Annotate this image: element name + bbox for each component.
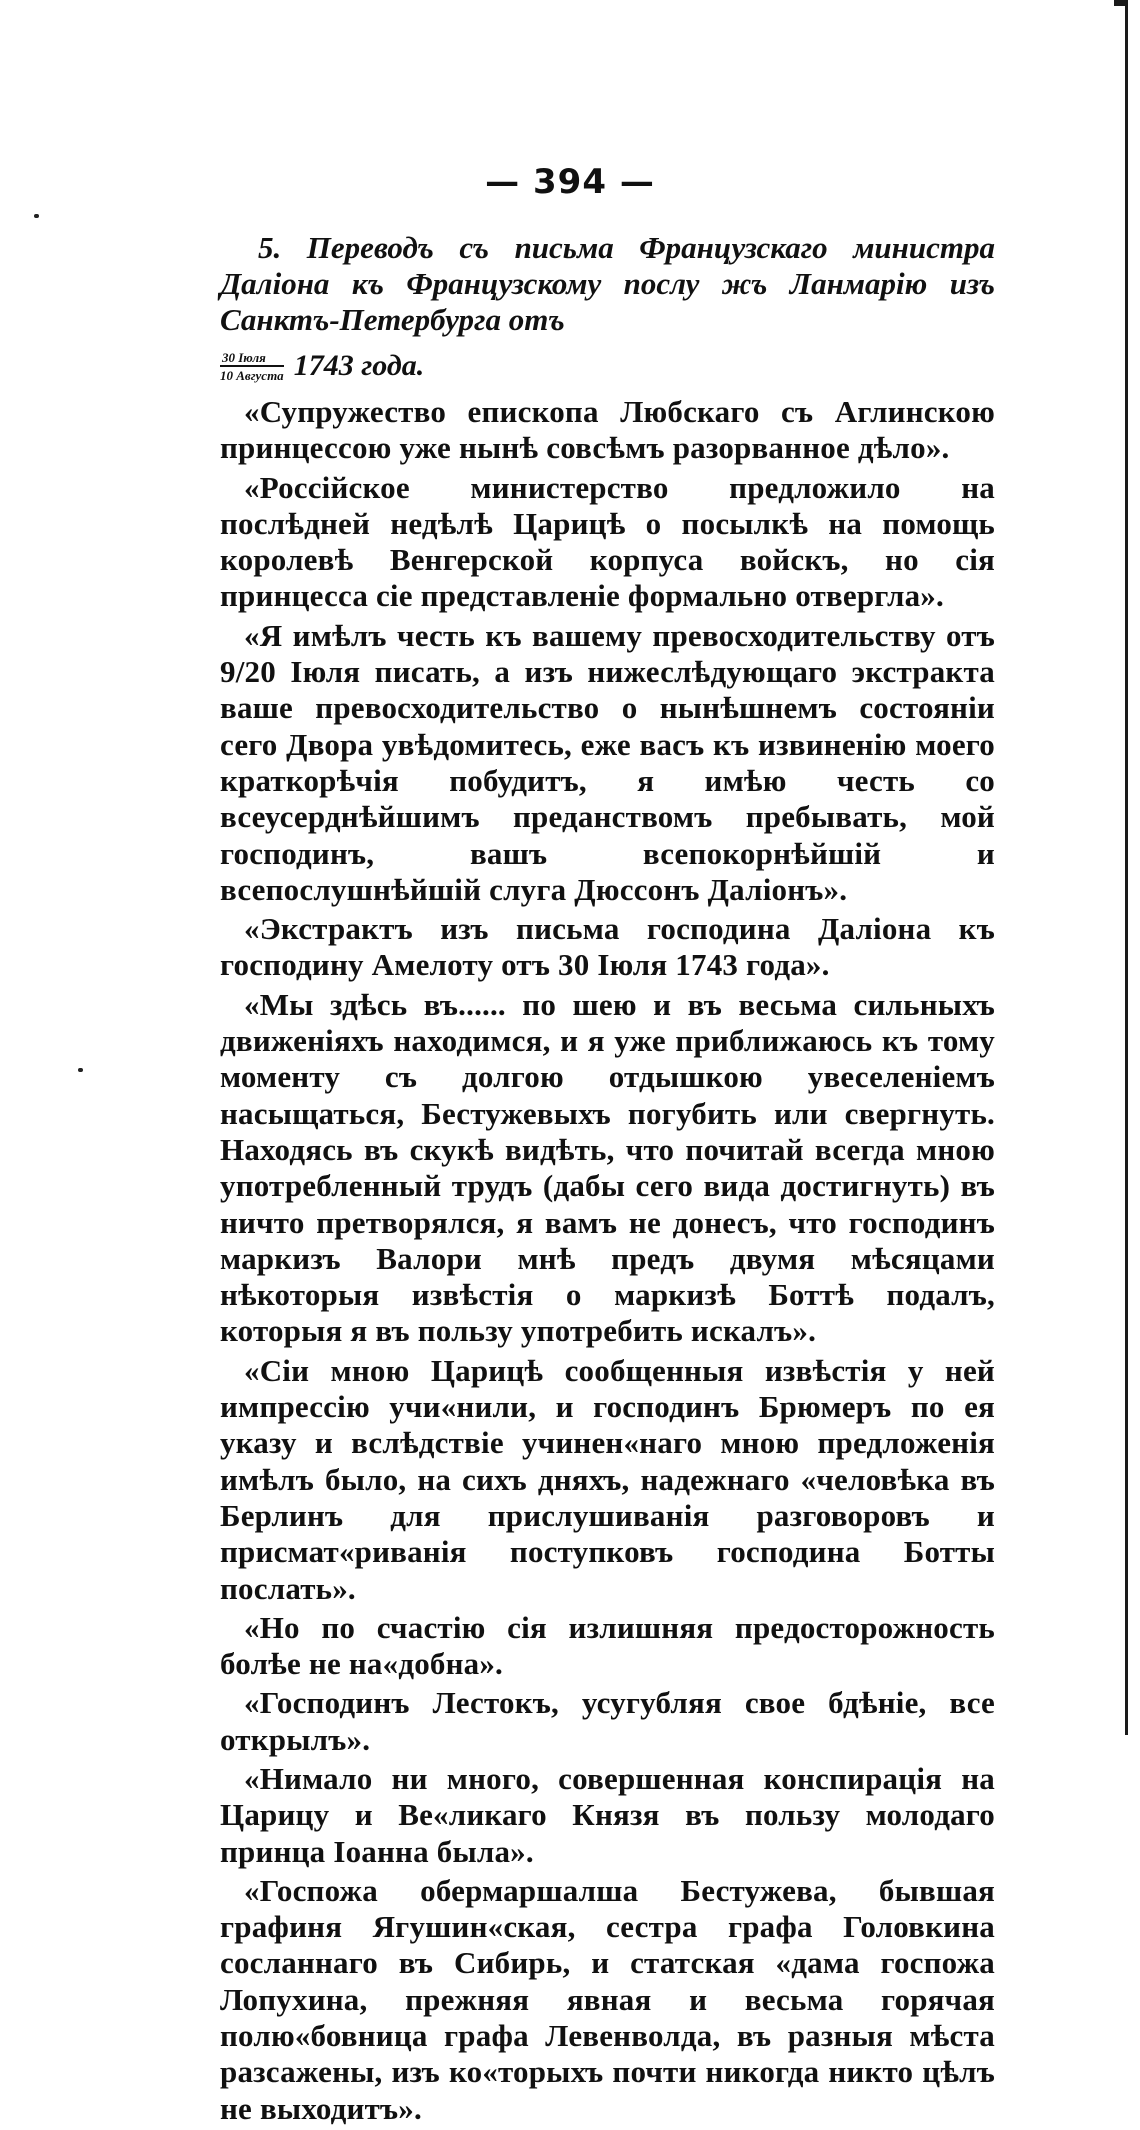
date-denominator: 10 Августа [220,365,284,383]
paragraph: «Экстрактъ изъ письма господина Даліона къ господину Амелоту отъ 30 Іюля 1743 года». [220,911,995,983]
document-body [220,230,995,2130]
page-edge-tick [1114,0,1126,6]
scan-speck [78,1068,83,1072]
paragraph: «Я имѣлъ честь къ вашему превосходительству отъ 9/20 Іюля писать, а изъ нижеслѣдующаго экстракта ваше превосходительство о нынѣшнемъ состояніи сего Двора увѣдомитесь, еже васъ къ извиненію моего краткорѣчія побудитъ, я имѣю честь со всеусерднѣйшимъ преданствомъ пребывать, мой господинъ, вашъ всепокорнѣйшій и всепослушнѣйшій слуга Дюссонъ Даліонъ». [220,617,995,907]
date-year: 1743 года. [293,349,425,382]
page-number: — 394 — [485,162,655,202]
paragraph: «Но по счастію сія излишняя предосторожность болѣе не на«добна». [220,1609,995,1682]
scan-speck [34,214,39,218]
paragraph: «Мы здѣсь въ...... по шею и въ весьма сильныхъ движеніяхъ находимся, и я уже приближаюсь къ тому моменту съ долгою отдышкою увеселеніемъ насыщаться, Бестужевыхъ погубить или свергнуть. Находясь въ скукѣ видѣть, что почитай всегда мною употребленный трудъ (дабы сего вида достигнуть) въ ничто претворялся, я вамъ не донесъ, что господинъ маркизъ Валори мнѣ предъ двумя мѣсяцами нѣкоторыя извѣстія о маркизѣ Боттѣ подалъ, которыя я въ пользу употребить искалъ». [220,986,995,1349]
paragraph: «Сіи мною Царицѣ сообщенныя извѣстія у ней импрессію учи«нили, и господинъ Брюмеръ по ея указу и вслѣдствіе учинен«наго мною предложенія имѣлъ было, на сихъ дняхъ, надежнаго «человѣка въ Берлинъ для прислушиванія разговоровъ и присмат«риванія поступковъ господина Ботты послать». [220,1352,995,1606]
paragraph: «Господинъ Лестокъ, усугубляя свое бдѣніе, все открылъ». [220,1685,995,1757]
date-fraction [220,350,284,383]
paragraph: «Нимало ни много, совершенная конспирація на Царицу и Ве«ликаго Князя въ пользу молодаго принца Іоанна была». [220,1760,995,1869]
page-edge-line [1125,0,1128,1735]
paragraph: «Супружество епископа Любскаго съ Аглинскою принцессою уже нынѣ совсѣмъ разорванное дѣло». [220,394,995,466]
paragraph: «Россійское министерство предложило на послѣдней недѣлѣ Царицѣ о посылкѣ на помощь королевѣ Венгерской корпуса войскъ, но сія принцесса сіе представленіе формально отвергла». [220,469,995,614]
heading-date [220,340,995,392]
date-numerator: 30 Іюля [222,349,266,365]
section-heading: 5. Переводъ съ письма Французскаго министра Даліона къ Французскому послу жъ Ланмарію изъ Санктъ-Петербурга отъ [220,230,995,337]
paragraph: «Госпожа обермаршалша Бестужева, бывшая графиня Ягушин«ская, сестра графа Головкина сосланнаго въ Сибирь, и статская «дама госпожа Лопухина, прежняя явная и весьма горячая полю«бовница графа Левенволда, въ разныя мѣста разсажены, изъ ко«торыхъ почти никогда никто цѣлъ не выходитъ». [220,1872,995,2126]
